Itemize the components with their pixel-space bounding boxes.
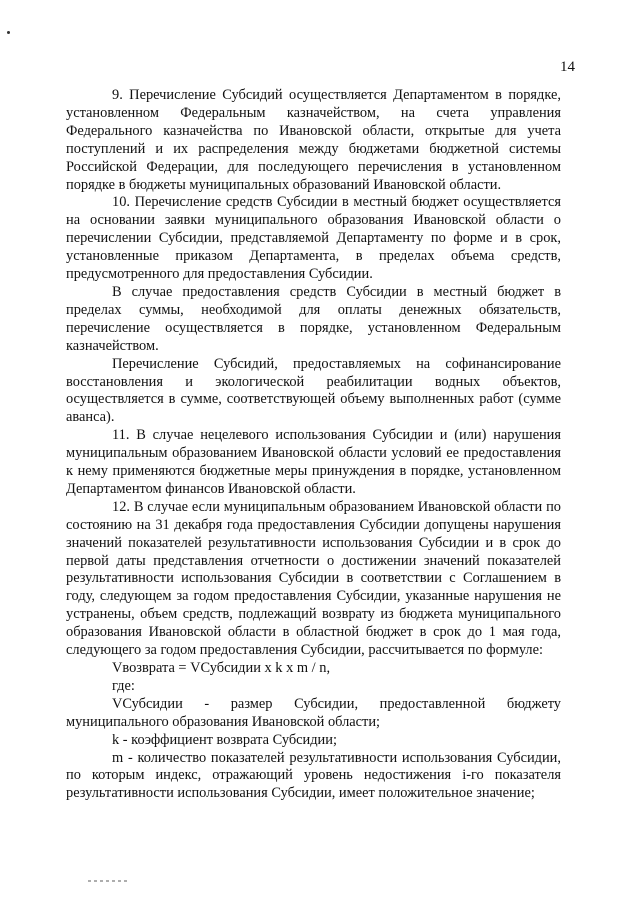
scan-artifact-dot bbox=[7, 31, 10, 34]
paragraph-12: 12. В случае если муниципальным образованием Ивановской области по состоянию на 31 декабря года предоставления Субсидии допущены нарушения значений показателей результативности использования Субсидии и в срок до первой даты представления отчетности о достижении значений показателей результативности использования Субсидии в соответствии с Соглашением в году, следующем за годом предоставления Субсидии, указанные нарушения не устранены, объем средств, подлежащий возврату из бюджета муниципального образования Ивановской области в областной бюджет в срок до 1 мая года, следующего за годом предоставления Субсидии, рассчитывается по формуле: bbox=[66, 498, 561, 659]
paragraph-cofinancing: Перечисление Субсидий, предоставляемых на софинансирование восстановления и экологической реабилитации водных объектов, осуществляется в сумме, соответствующей объему выполненных работ (сумме аванса). bbox=[66, 355, 561, 426]
page-number: 14 bbox=[560, 59, 575, 75]
paragraph-9: 9. Перечисление Субсидий осуществляется Департаментом в порядке, установленном Федеральным казначейством, на счета управления Федерального казначейства по Ивановской области, открытые для учета поступлений и их распределения между бюджетами бюджетной системы Российской Федерации, для последующего перечисления в установленном порядке в бюджеты муниципальных образований Ивановской области. bbox=[66, 87, 561, 193]
definition-k: k - коэффициент возврата Субсидии; bbox=[112, 731, 337, 748]
paragraph-10: 10. Перечисление средств Субсидии в местный бюджет осуществляется на основании заявки муниципального образования Ивановской области о перечислении Субсидии, представляемой Департаменту по форме и в срок, установленные приказом Департамента, в пределах объема средств, предусмотренного для предоставления Субсидии. bbox=[66, 194, 561, 283]
definition-m: m - количество показателей результативности использования Субсидии, по которым индекс, отражающий уровень недостижения i-го показателя результативности использования Субсидии, имеет положительное значение; bbox=[66, 749, 561, 802]
paragraph-11: 11. В случае нецелевого использования Субсидии и (или) нарушения муниципальным образованием Ивановской области условий ее предоставления к нему применяются бюджетные меры принуждения в порядке, установленном Департаментом финансов Ивановской области. bbox=[66, 427, 561, 497]
scan-artifact-mark bbox=[88, 880, 130, 882]
formula: Vвозврата = VСубсидии x k x m / n, bbox=[112, 660, 331, 676]
definition-v-subsidy: VСубсидии - размер Субсидии, предоставленной бюджету муниципального образования Ивановской области; bbox=[66, 695, 561, 730]
paragraph-local-budget: В случае предоставления средств Субсидии в местный бюджет в пределах суммы, необходимой для оплаты денежных обязательств, перечисление осуществляется в порядке, установленном Федеральным казначейством. bbox=[66, 283, 561, 354]
document-body bbox=[66, 87, 561, 803]
formula-where: где: bbox=[112, 677, 135, 694]
